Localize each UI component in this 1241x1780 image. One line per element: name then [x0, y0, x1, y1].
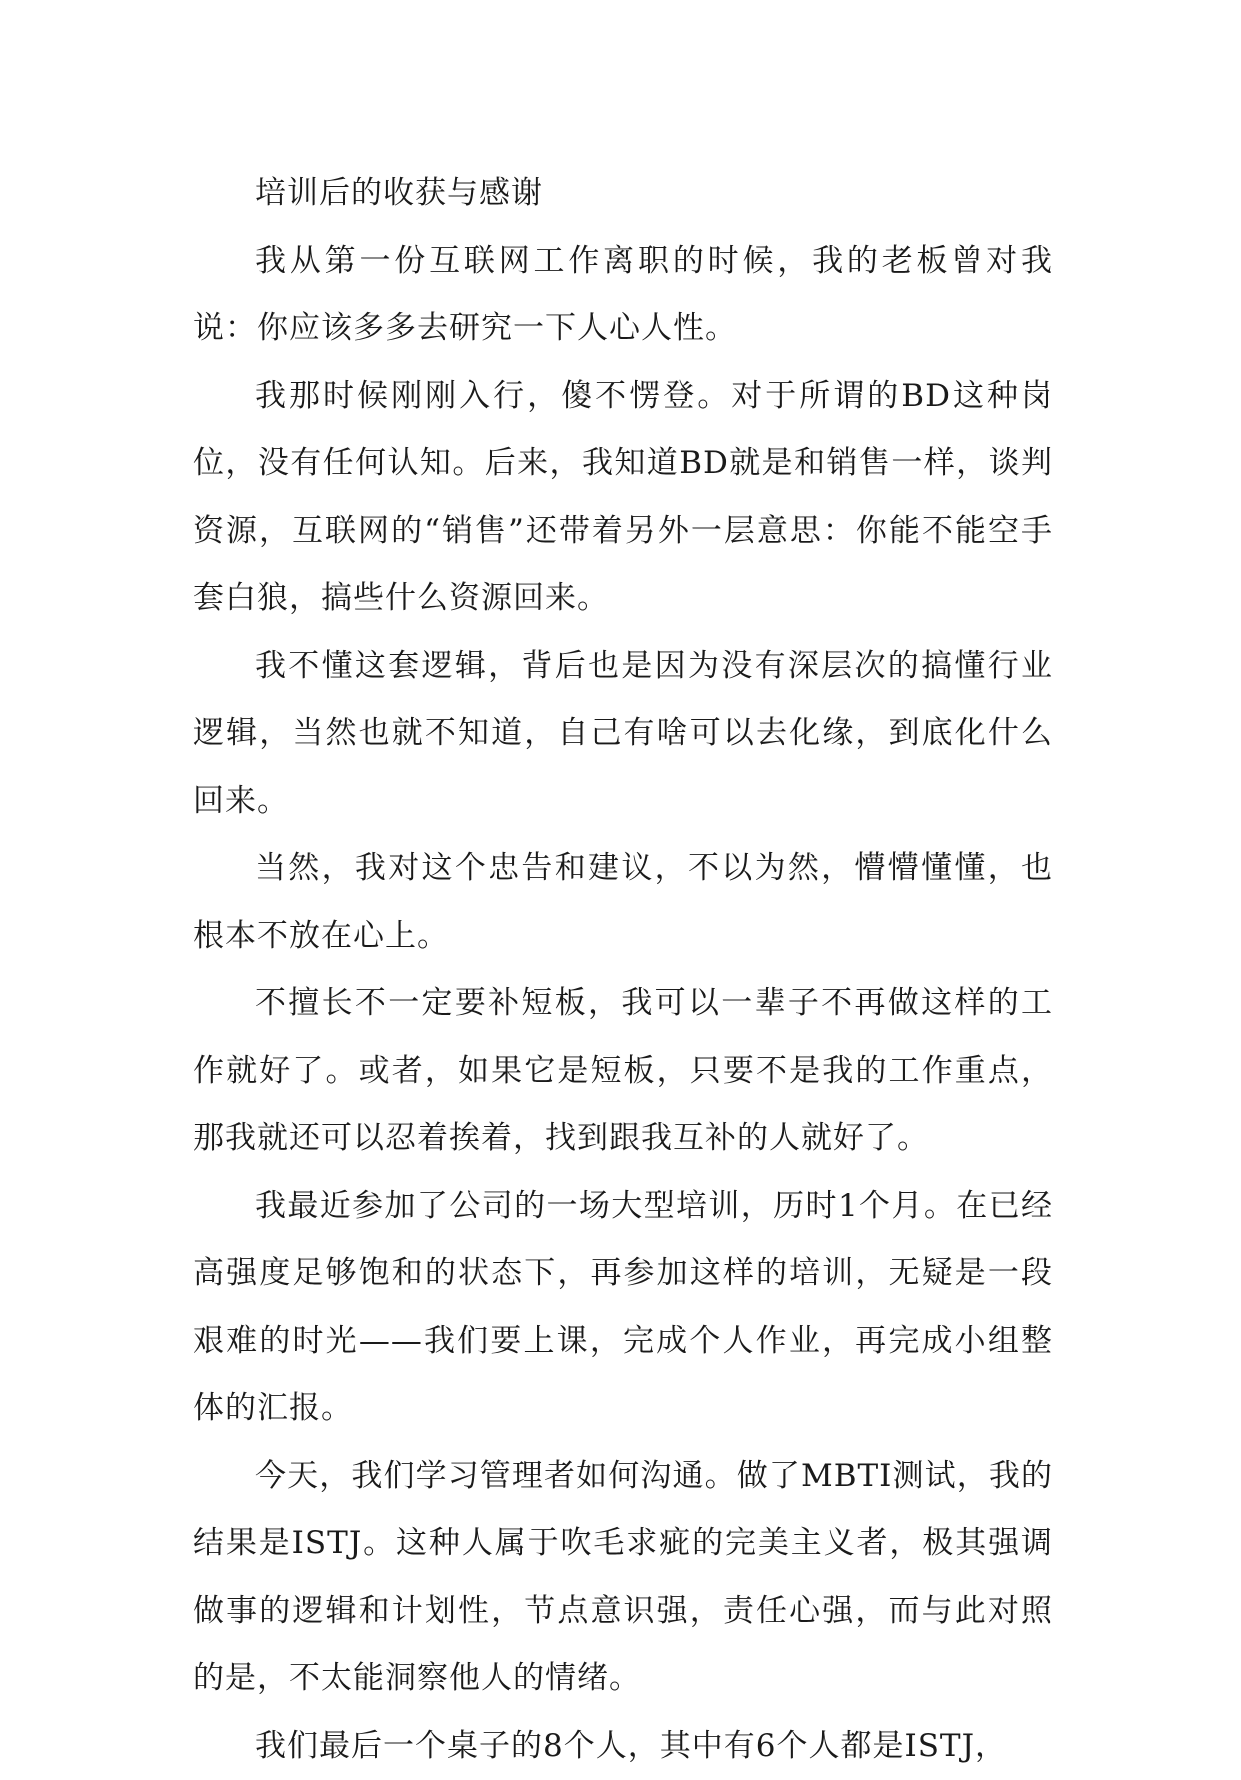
document-title: 培训后的收获与感谢: [193, 160, 1053, 228]
paragraph: 不擅长不一定要补短板，我可以一辈子不再做这样的工作就好了。或者，如果它是短板，只要不是我的工作重点，那我就还可以忍着挨着，找到跟我互补的人就好了。: [193, 970, 1053, 1173]
paragraph: 我不懂这套逻辑，背后也是因为没有深层次的搞懂行业逻辑，当然也就不知道，自己有啥可以去化缘，到底化什么回来。: [193, 633, 1053, 836]
paragraph: 我从第一份互联网工作离职的时候，我的老板曾对我说：你应该多多去研究一下人心人性。: [193, 228, 1053, 363]
paragraph: 当然，我对这个忠告和建议，不以为然，懵懵懂懂，也根本不放在心上。: [193, 835, 1053, 970]
paragraph: 我最近参加了公司的一场大型培训，历时1个月。在已经高强度足够饱和的状态下，再参加这样的培训，无疑是一段艰难的时光——我们要上课，完成个人作业，再完成小组整体的汇报。: [193, 1173, 1053, 1443]
paragraph: 今天，我们学习管理者如何沟通。做了MBTI测试，我的结果是ISTJ。这种人属于吹毛求疵的完美主义者，极其强调做事的逻辑和计划性，节点意识强，责任心强，而与此对照的是，不太能洞察他人的情绪。: [193, 1443, 1053, 1713]
document-body: [193, 160, 1053, 1780]
paragraph: 我们最后一个桌子的8个人，其中有6个人都是ISTJ，: [193, 1713, 1053, 1780]
paragraph: 我那时候刚刚入行，傻不愣登。对于所谓的BD这种岗位，没有任何认知。后来，我知道BD就是和销售一样，谈判资源，互联网的“销售”还带着另外一层意思：你能不能空手套白狼，搞些什么资源回来。: [193, 363, 1053, 633]
